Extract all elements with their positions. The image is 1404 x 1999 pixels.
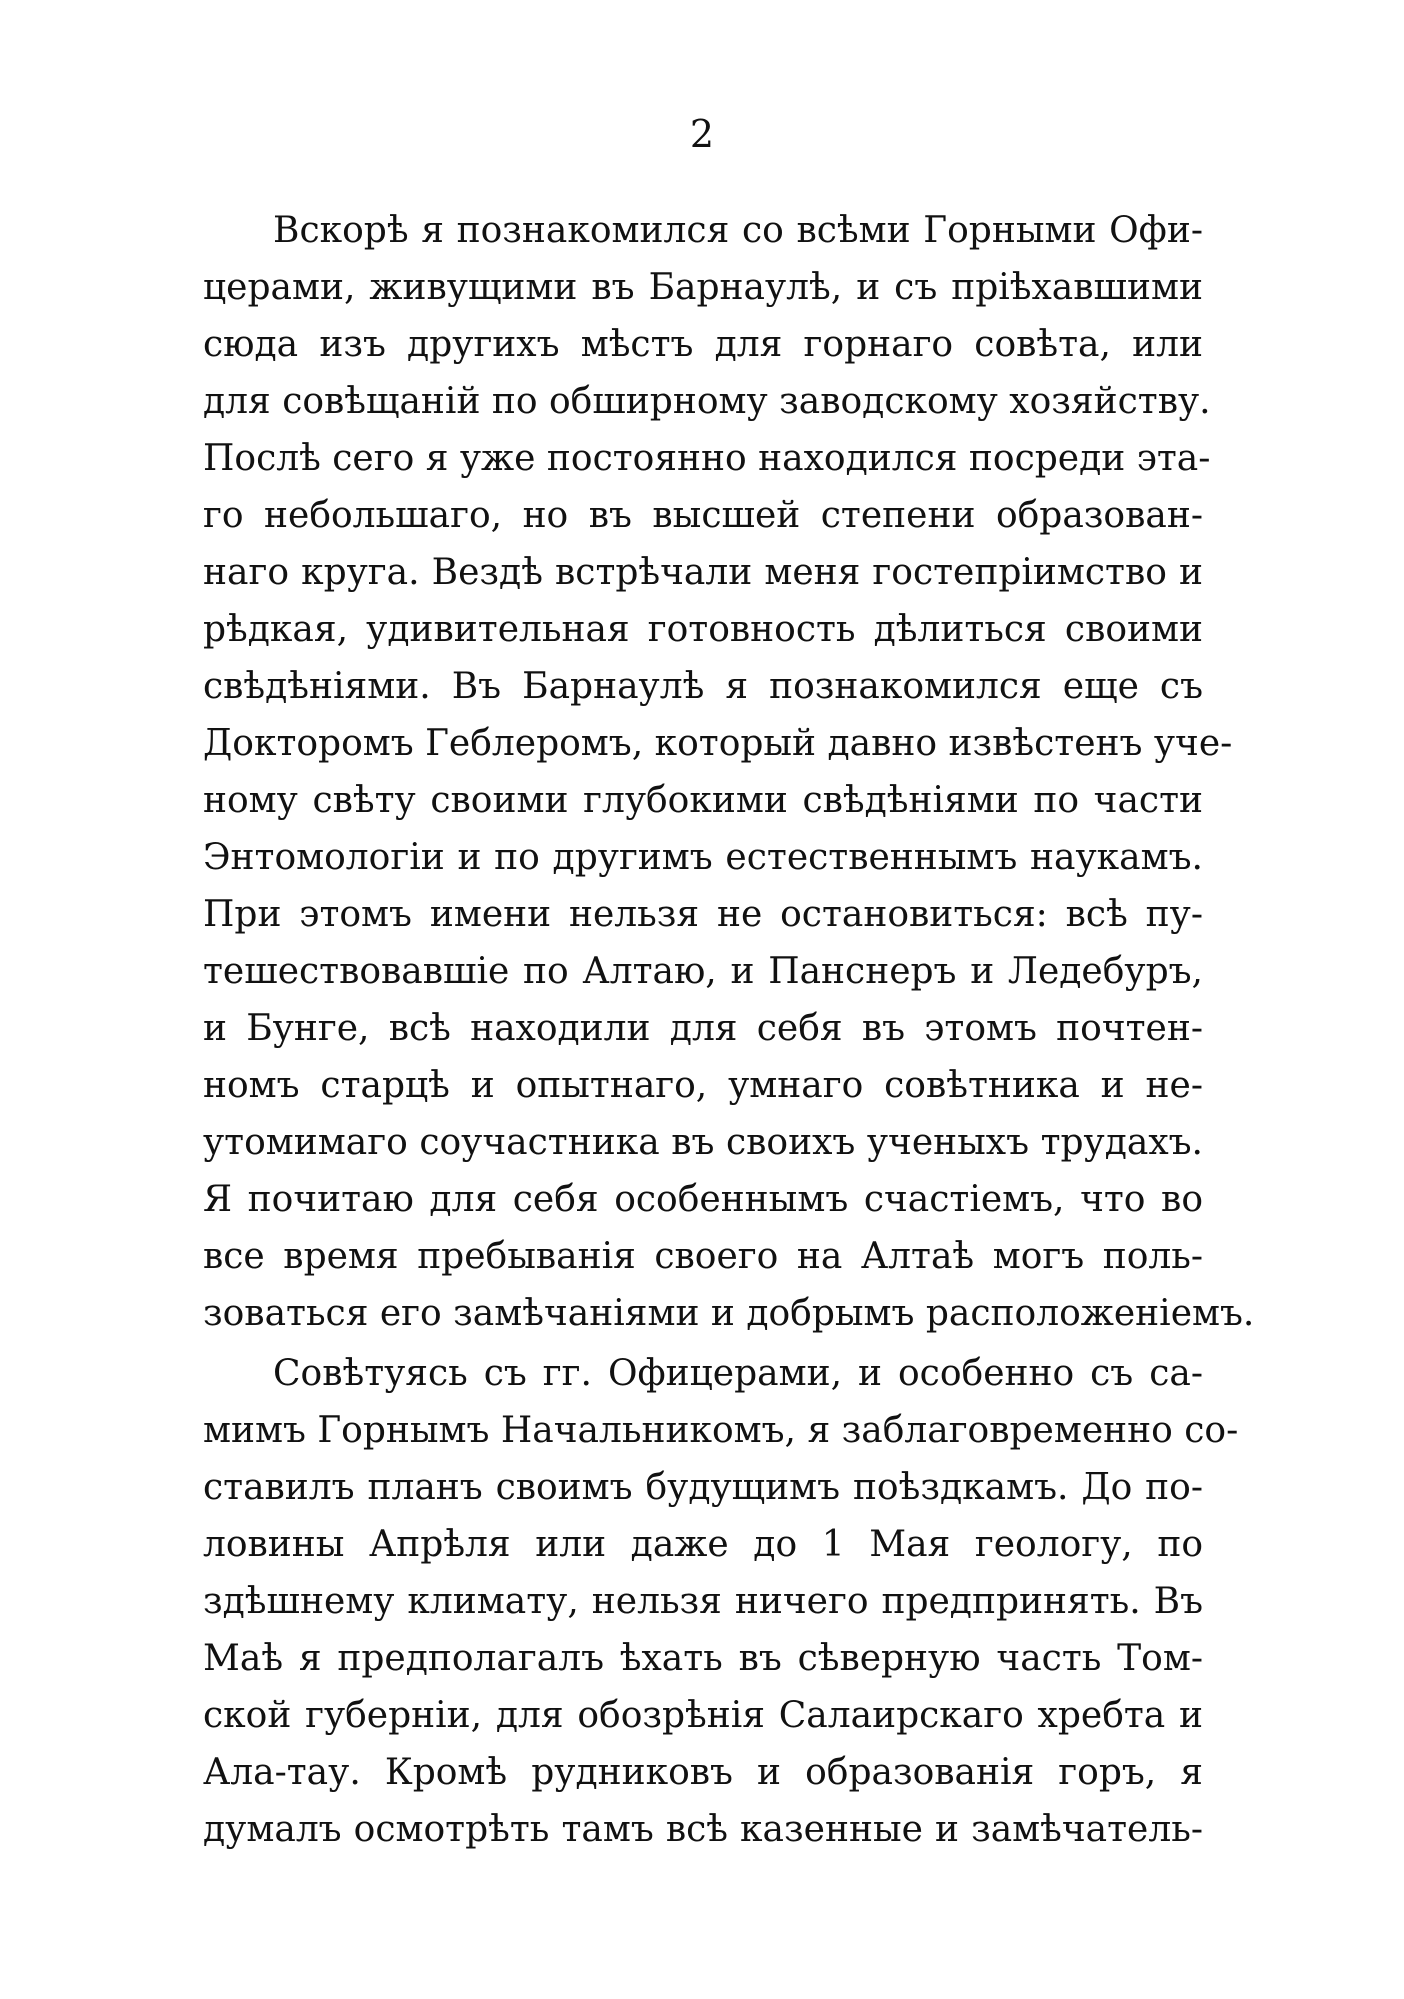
text-line: Докторомъ Геблеромъ, который давно извѣстенъ уче- [203,723,1233,764]
text-line: мимъ Горнымъ Начальникомъ, я заблаговременно со- [203,1410,1239,1451]
text-line: все время пребыванія своего на Алтаѣ могъ поль- [203,1236,1203,1277]
text-line: свѣдѣніями. Въ Барнаулѣ я познакомился еще съ [203,666,1203,707]
text-line: Вскорѣ я познакомился со всѣми Горными Офи- [273,210,1203,251]
paragraph-1 [203,202,1255,1342]
text-line: сюда изъ другихъ мѣстъ для горнаго совѣта, или [203,324,1203,365]
text-line: тешествовавшіе по Алтаю, и Панснеръ и Ледебуръ, [203,951,1203,992]
text-line: ловины Апрѣля или даже до 1 Мая геологу, по [203,1524,1203,1565]
text-line: ставилъ планъ своимъ будущимъ поѣздкамъ. До по- [203,1467,1203,1508]
text-line: рѣдкая, удивительная готовность дѣлиться своими [203,609,1203,650]
text-line: ской губерніи, для обозрѣнія Салаирскаго хребта и [203,1695,1203,1736]
text-line: зоваться его замѣчаніями и добрымъ расположеніемъ. [203,1293,1255,1334]
text-line: При этомъ имени нельзя не остановиться: всѣ пу- [203,894,1203,935]
text-line: для совѣщаній по обширному заводскому хозяйству. [203,381,1211,422]
text-line: и Бунге, всѣ находили для себя въ этомъ почтен- [203,1008,1203,1049]
text-line: ному свѣту своими глубокими свѣдѣніями по части [203,780,1203,821]
text-line: Послѣ сего я уже постоянно находился посреди эта- [203,438,1211,479]
text-line: Ала-тау. Кромѣ рудниковъ и образованія горъ, я [203,1752,1203,1793]
text-line: Я почитаю для себя особеннымъ счастіемъ, что во [203,1179,1203,1220]
text-line: номъ старцѣ и опытнаго, умнаго совѣтника и не- [203,1065,1203,1106]
text-line: наго круга. Вездѣ встрѣчали меня гостепріимство и [203,552,1203,593]
text-line: Совѣтуясь съ гг. Офицерами, и особенно съ са- [273,1353,1203,1394]
text-line: думалъ осмотрѣть тамъ всѣ казенные и замѣчатель- [203,1809,1203,1850]
text-line: Маѣ я предполагалъ ѣхать въ сѣверную часть Том- [203,1638,1203,1679]
text-line: церами, живущими въ Барнаулѣ, и съ пріѣхавшими [203,267,1203,308]
text-line: здѣшнему климату, нельзя ничего предпринять. Въ [203,1581,1203,1622]
text-line: го небольшаго, но въ высшей степени образован- [203,495,1203,536]
page-number: 2 [689,112,715,156]
text-line: утомимаго соучастника въ своихъ ученыхъ трудахъ. [203,1122,1203,1163]
text-line: Энтомологіи и по другимъ естественнымъ наукамъ. [203,837,1203,878]
paragraph-2 [203,1345,1239,1858]
